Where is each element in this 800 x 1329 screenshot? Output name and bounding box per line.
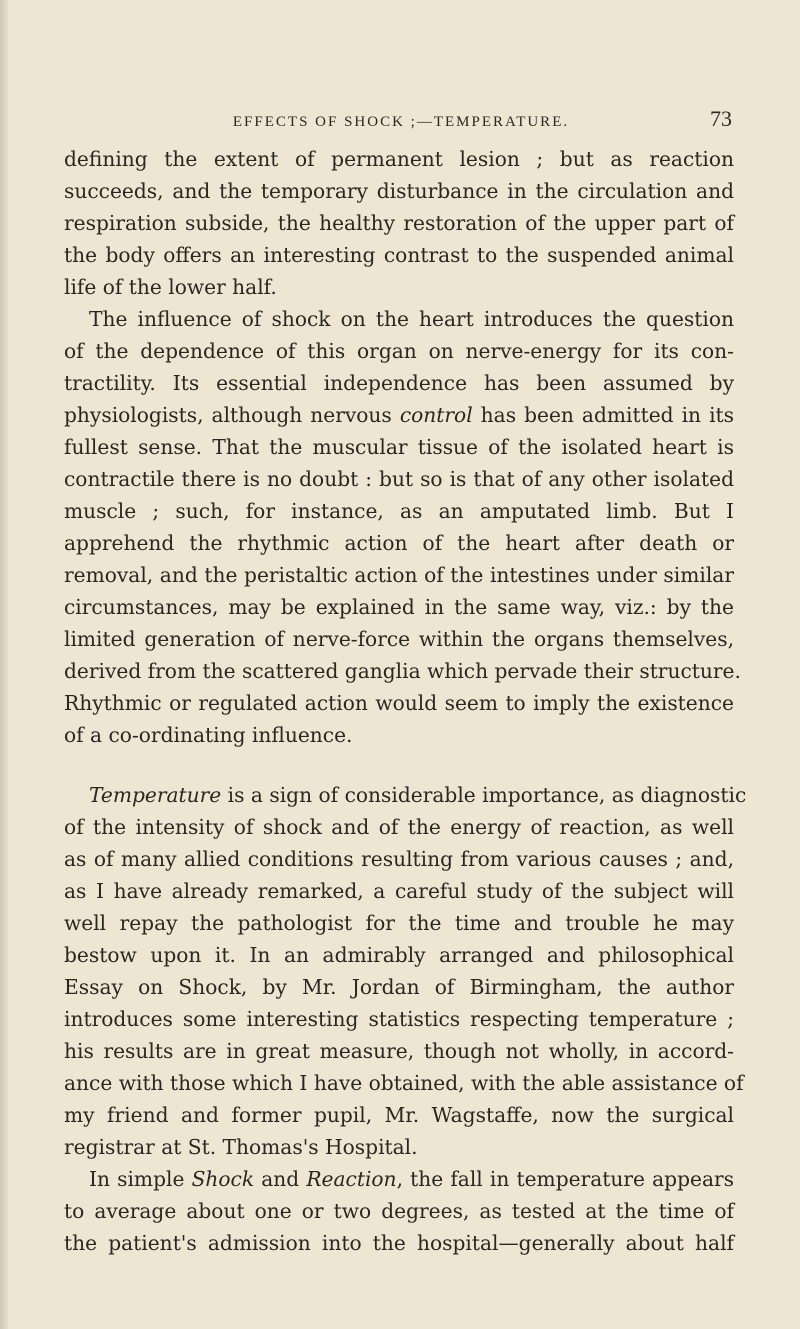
page-header — [70, 102, 732, 136]
text-line: ance with those which I have obtained, with the able assistance of — [64, 1071, 744, 1095]
text-line: as I have already remarked, a careful study of the subject will — [64, 879, 734, 903]
text-line — [64, 779, 747, 811]
text-line: succeeds, and the temporary disturbance in the circulation and — [64, 179, 734, 203]
paragraph — [64, 143, 734, 303]
text-line: of the intensity of shock and of the energy of reaction, as well — [64, 815, 734, 839]
text-run: In simple — [89, 1167, 192, 1191]
text-line: as of many allied conditions resulting from various causes ; and, — [64, 847, 734, 871]
text-run: is a sign of considerable importance, as diagnostic — [221, 783, 747, 807]
page-number: 73 — [710, 106, 732, 131]
text-line: introduces some interesting statistics respecting temperature ; — [64, 1007, 734, 1031]
text-run: physiologists, although nervous — [64, 403, 400, 427]
text-line: the body offers an interesting contrast to the suspended animal — [64, 243, 734, 267]
body-text — [64, 143, 747, 1259]
paragraph — [64, 1163, 734, 1259]
italic-text: Temperature — [89, 783, 222, 807]
text-run: has been admitted in its — [472, 403, 735, 427]
text-run: , the fall in temperature appears — [396, 1167, 734, 1191]
text-line: respiration subside, the healthy restoration of the upper part of — [64, 211, 734, 235]
text-line: of the dependence of this organ on nerve-energy for its con- — [64, 339, 734, 363]
text-line: fullest sense. That the muscular tissue of the isolated heart is — [64, 435, 734, 459]
text-line: the patient's admission into the hospital—generally about half — [64, 1231, 734, 1255]
text-line: muscle ; such, for instance, as an amputated limb. But I — [64, 499, 734, 523]
text-run: and — [254, 1167, 307, 1191]
text-line — [64, 399, 734, 431]
italic-text: Shock — [191, 1167, 255, 1191]
text-line: his results are in great measure, though not wholly, in accord- — [64, 1039, 734, 1063]
page-edge — [0, 0, 8, 1329]
text-line: The influence of shock on the heart introduces the question — [89, 307, 734, 331]
paragraph — [64, 779, 747, 1163]
text-line: Essay on Shock, by Mr. Jordan of Birmingham, the author — [64, 975, 734, 999]
text-line — [64, 1163, 734, 1195]
text-line: limited generation of nerve-force within the organs themselves, — [64, 627, 734, 651]
text-line: tractility. Its essential independence has been assumed by — [64, 371, 734, 395]
text-line: removal, and the peristaltic action of the intestines under similar — [64, 563, 734, 587]
text-line: registrar at St. Thomas's Hospital. — [64, 1135, 418, 1159]
text-line: my friend and former pupil, Mr. Wagstaffe, now the surgical — [64, 1103, 734, 1127]
paragraph-gap — [64, 751, 734, 779]
text-line: well repay the pathologist for the time and trouble he may — [64, 911, 734, 935]
italic-text: control — [399, 403, 473, 427]
text-line: contractile there is no doubt : but so is that of any other isolated — [64, 467, 734, 491]
text-line: Rhythmic or regulated action would seem to imply the existence — [64, 691, 734, 715]
paragraph — [64, 303, 741, 751]
text-line: defining the extent of permanent lesion ; but as reaction — [64, 147, 734, 171]
text-line: of a co-ordinating influence. — [64, 723, 353, 747]
text-line: derived from the scattered ganglia which pervade their structure. — [64, 659, 741, 683]
running-head: EFFECTS OF SHOCK ;—TEMPERATURE. — [232, 114, 570, 130]
text-line: bestow upon it. In an admirably arranged and philosophical — [64, 943, 734, 967]
text-line: to average about one or two degrees, as tested at the time of — [64, 1199, 734, 1223]
text-line: life of the lower half. — [64, 275, 277, 299]
text-line: apprehend the rhythmic action of the heart after death or — [64, 531, 734, 555]
text-line: circumstances, may be explained in the same way, viz.: by the — [64, 595, 734, 619]
italic-text: Reaction — [306, 1167, 397, 1191]
